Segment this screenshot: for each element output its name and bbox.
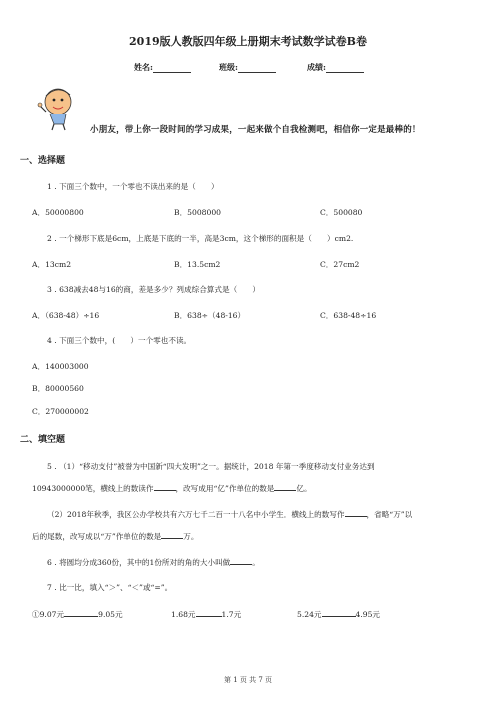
q6-blank[interactable]	[230, 556, 252, 565]
q6-text-a: 6 . 将圆均分成360份，其中的1份所对的角的大小叫做	[47, 558, 231, 567]
q2-option-c[interactable]: C．27cm2	[320, 260, 360, 269]
question-2: 2 . 一个梯形下底是6cm，上底是下底的一半，高是3cm，这个梯形的面积是（ ）cm2.	[47, 234, 354, 243]
score-blank[interactable]	[326, 63, 364, 73]
q7-left-3: 5.24元	[297, 610, 322, 619]
q7-left-2: 1.68元	[171, 610, 196, 619]
page-title: 2019版人教版四年级上册期末考试数学试卷B卷	[129, 35, 367, 48]
q7-left-1: ①9.07元	[32, 610, 65, 619]
q6-text-b: 。	[252, 558, 260, 567]
question-3: 3 . 638减去48与16的商，差是多少？列成综合算式是（ ）	[47, 285, 260, 294]
q3-option-a[interactable]: A．（638-48）÷16	[32, 311, 100, 320]
q5b-text-a: （2）2018年秋季，我区公办学校共有六万七千二百一十八名中小学生．横线上的数写作	[47, 510, 345, 519]
name-blank[interactable]	[153, 63, 191, 73]
greeting-text: 小朋友，带上你一段时间的学习成果，一起来做个自我检测吧，相信你一定是最棒的！	[90, 125, 421, 135]
q7-item-3	[297, 608, 380, 620]
q3-option-b[interactable]: B．638÷（48-16）	[174, 311, 246, 320]
class-label: 班级:	[219, 62, 238, 72]
q4-option-a[interactable]: A．140003000	[32, 362, 89, 371]
q1-option-c[interactable]: C．500080	[320, 208, 363, 217]
class-field[interactable]	[219, 62, 276, 73]
name-label: 姓名:	[134, 62, 153, 72]
section-fill-title: 二、填空题	[20, 435, 66, 445]
question-5-line-2	[32, 482, 312, 494]
score-field[interactable]	[307, 62, 364, 73]
question-1: 1 . 下面三个数中，一个零也不读出来的是（ ）	[47, 182, 219, 191]
question-5b-line-2	[32, 530, 198, 542]
score-label: 成绩:	[307, 62, 326, 72]
q1-option-a[interactable]: A．50000800	[32, 208, 84, 217]
mascot-icon	[36, 82, 78, 132]
q2-option-a[interactable]: A．13cm2	[32, 260, 72, 269]
q7-right-1: 9.05元	[98, 610, 123, 619]
question-4: 4 . 下面三个数中，( ）一个零也不读。	[47, 336, 192, 345]
q7-blank-1[interactable]	[64, 608, 98, 617]
q2-option-b[interactable]: B．13.5cm2	[174, 260, 221, 269]
q7-blank-3[interactable]	[322, 608, 356, 617]
q7-item-2	[171, 608, 241, 620]
q5-blank-2[interactable]	[274, 482, 296, 491]
q5b-text-d: 万。	[183, 532, 199, 541]
q5-text-c: 亿。	[296, 484, 312, 493]
q4-option-b[interactable]: B．80000560	[32, 384, 84, 393]
q5b-text-b: ，省略“万”以	[366, 510, 413, 519]
q5-text-b: ，改写成用“亿”作单位的数是	[175, 484, 275, 493]
question-5-line-1: 5 . （1）“移动支付”被誉为中国新“四大发明”之一。据统计，2018 年第一季度移动支付业务达到	[47, 462, 375, 471]
q7-right-2: 1.7元	[221, 610, 242, 619]
q5b-blank-1[interactable]	[345, 508, 367, 517]
name-field[interactable]	[134, 62, 191, 73]
page-footer: 第 1 页 共 7 页	[223, 676, 273, 684]
section-choice-title: 一、选择题	[20, 156, 66, 166]
q5-text-a: 10943000000笔，横线上的数读作	[32, 484, 154, 493]
q5-blank-1[interactable]	[154, 482, 176, 491]
q7-blank-2[interactable]	[196, 608, 222, 617]
q5b-text-c: 后的尾数，改写成以“万”作单位的数是	[32, 532, 162, 541]
q7-right-3: 4.95元	[355, 610, 381, 619]
question-7: 7 . 比一比，填入“＞”、“＜”或“=”。	[47, 583, 173, 592]
q7-item-1	[32, 608, 123, 620]
q1-option-b[interactable]: B．5008000	[174, 208, 221, 217]
q3-option-c[interactable]: C．638-48÷16	[320, 311, 377, 320]
question-6	[47, 556, 260, 568]
q4-option-c[interactable]: C．270000002	[32, 407, 89, 416]
q5b-blank-2[interactable]	[161, 530, 183, 539]
question-5b-line-1	[47, 508, 412, 520]
class-blank[interactable]	[238, 63, 276, 73]
